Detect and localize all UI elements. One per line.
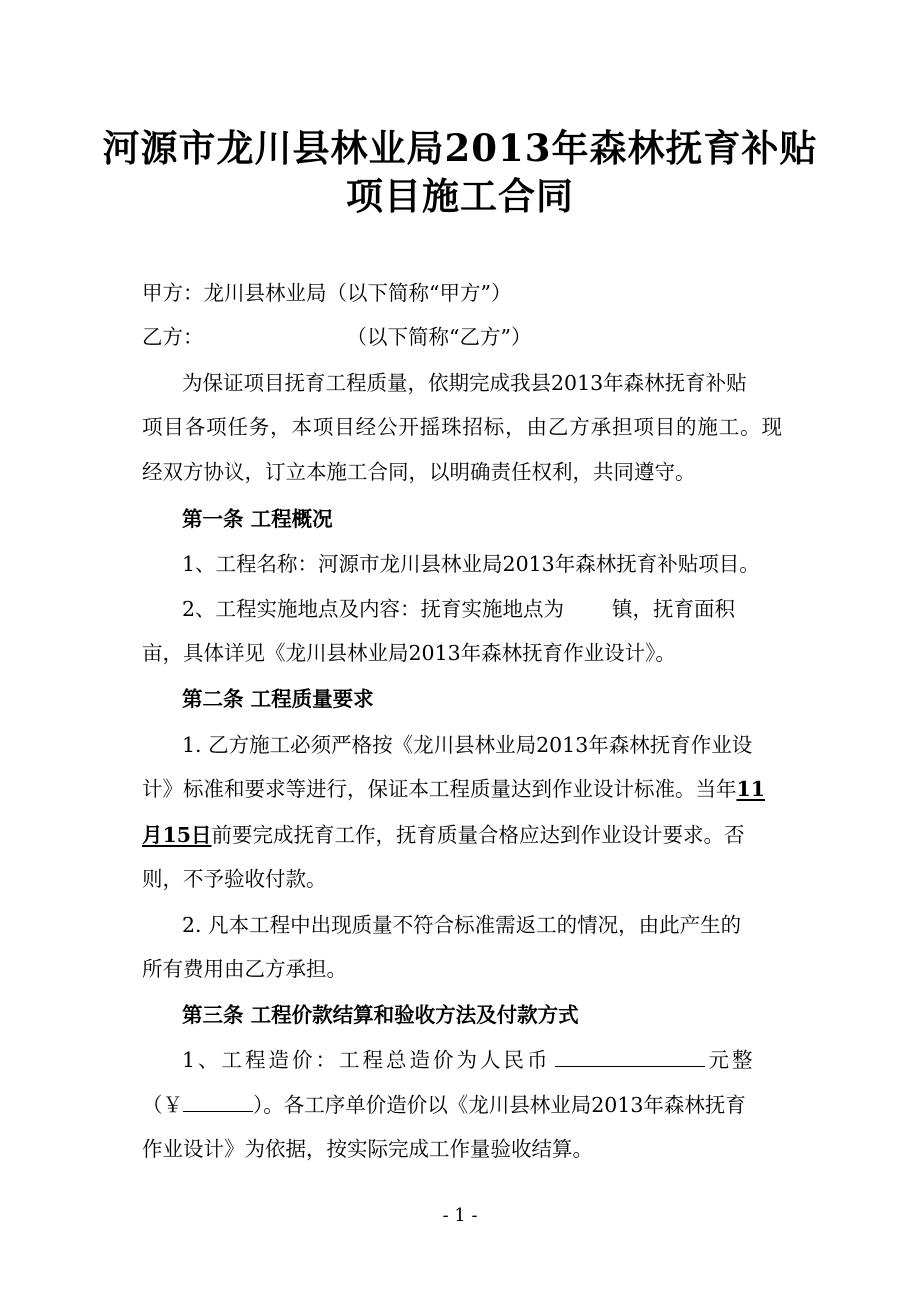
article-3-item-1-part-a: 1、工程造价：工程总造价为人民币 <box>182 1048 551 1072</box>
article-3-item-1-line-3: 作业设计》为依据，按实际完成工作量验收结算。 <box>142 1137 593 1161</box>
article-3-item-1-line-2-part-a: （￥ <box>142 1093 183 1117</box>
article-3-item-1 <box>182 1043 756 1073</box>
intro-line-2: 项目各项任务，本项目经公开摇珠招标，由乙方承担项目的施工。现 <box>142 415 782 439</box>
party-b-suffix: （以下简称“乙方”） <box>346 325 532 349</box>
party-a: 甲方：龙川县林业局（以下简称“甲方”） <box>142 281 512 305</box>
intro-line-3: 经双方协议，订立本施工合同，以明确责任权利，共同遵守。 <box>142 460 696 484</box>
article-1-heading: 第一条 工程概况 <box>182 507 333 531</box>
article-3-item-1-line-2-part-b: ）。各工序单价造价以《龙川县林业局2013年森林抚育 <box>253 1093 746 1117</box>
article-1-item-2 <box>182 592 782 622</box>
deadline-day: 月15日 <box>142 823 212 847</box>
article-3-item-1-line-2 <box>142 1088 746 1118</box>
article-3-heading: 第三条 工程价款结算和验收方法及付款方式 <box>182 1003 579 1027</box>
article-2-item-1-line-4: 则，不予验收付款。 <box>142 867 327 891</box>
party-b-label: 乙方： <box>142 325 204 349</box>
article-1-item-2-part-a: 2、工程实施地点及内容：抚育实施地点为 <box>182 597 565 621</box>
article-1-item-1: 1、工程名称：河源市龙川县林业局2013年森林抚育补贴项目。 <box>182 552 760 576</box>
article-3-item-1-part-b: 元整 <box>708 1048 756 1072</box>
page-number: - 1 - <box>442 1205 478 1226</box>
article-2-item-1-line-2-text: 计》标准和要求等进行，保证本工程质量达到作业设计标准。当年 <box>142 777 737 801</box>
article-2-item-1-line-2 <box>142 772 765 802</box>
document-title-line-2: 项目施工合同 <box>346 174 574 218</box>
party-b <box>142 320 531 350</box>
article-2-item-1-line-3-text: 前要完成抚育工作，抚育质量合格应达到作业设计要求。否 <box>211 823 745 847</box>
article-2-item-1-line-3 <box>142 818 745 848</box>
article-1-item-2-part-b: 镇，抚育面积 <box>612 597 736 621</box>
price-blank <box>555 1046 705 1067</box>
document-title-line-1: 河源市龙川县林业局2013年森林抚育补贴 <box>102 126 818 170</box>
intro-line-1: 为保证项目抚育工程质量，依期完成我县2013年森林抚育补贴 <box>182 371 747 395</box>
price-yuan-blank <box>183 1091 253 1112</box>
article-1-item-2-line-2: 亩，具体详见《龙川县林业局2013年森林抚育作业设计》。 <box>142 641 676 665</box>
article-2-item-1-line-1: 1. 乙方施工必须严格按《龙川县林业局2013年森林抚育作业设 <box>182 733 753 757</box>
article-2-heading: 第二条 工程质量要求 <box>182 687 374 711</box>
article-2-item-2-line-2: 所有费用由乙方承担。 <box>142 957 347 981</box>
article-2-item-2-line-1: 2. 凡本工程中出现质量不符合标准需返工的情况，由此产生的 <box>182 913 742 937</box>
deadline-month: 11 <box>736 777 766 801</box>
